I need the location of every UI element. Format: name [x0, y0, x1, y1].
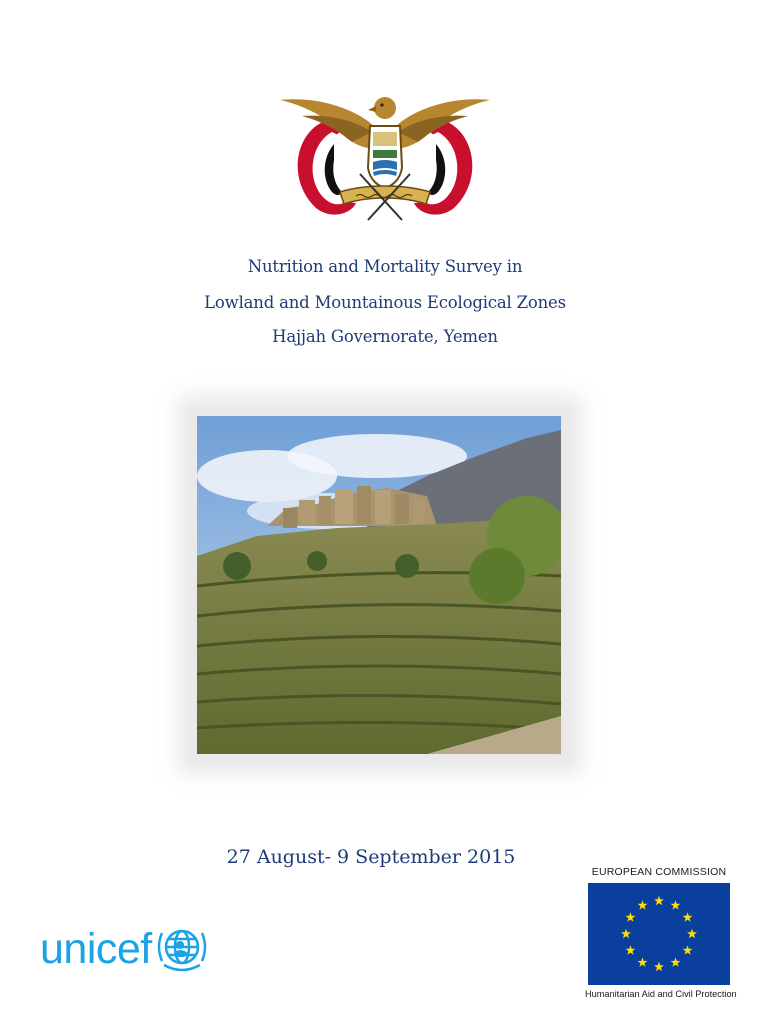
yemen-eagle-emblem-icon: [276, 88, 494, 224]
unicef-logo: [40, 921, 210, 977]
title-line-2: Lowland and Mountainous Ecological Zones: [204, 293, 566, 312]
unicef-wordmark: unicef: [40, 924, 152, 973]
ec-subtitle: Humanitarian Aid and Civil Protection: [585, 989, 737, 999]
title-line-3: Hajjah Governorate, Yemen: [272, 327, 498, 346]
ec-title: EUROPEAN COMMISSION: [591, 866, 727, 878]
title-line-1: Nutrition and Mortality Survey in: [247, 257, 523, 276]
eu-flag-icon: [588, 883, 730, 985]
unicef-globe-icon: [154, 923, 210, 975]
survey-date: 27 August- 9 September 2015: [226, 846, 516, 868]
cover-photo: [197, 416, 561, 754]
european-commission-logo: [585, 866, 737, 999]
